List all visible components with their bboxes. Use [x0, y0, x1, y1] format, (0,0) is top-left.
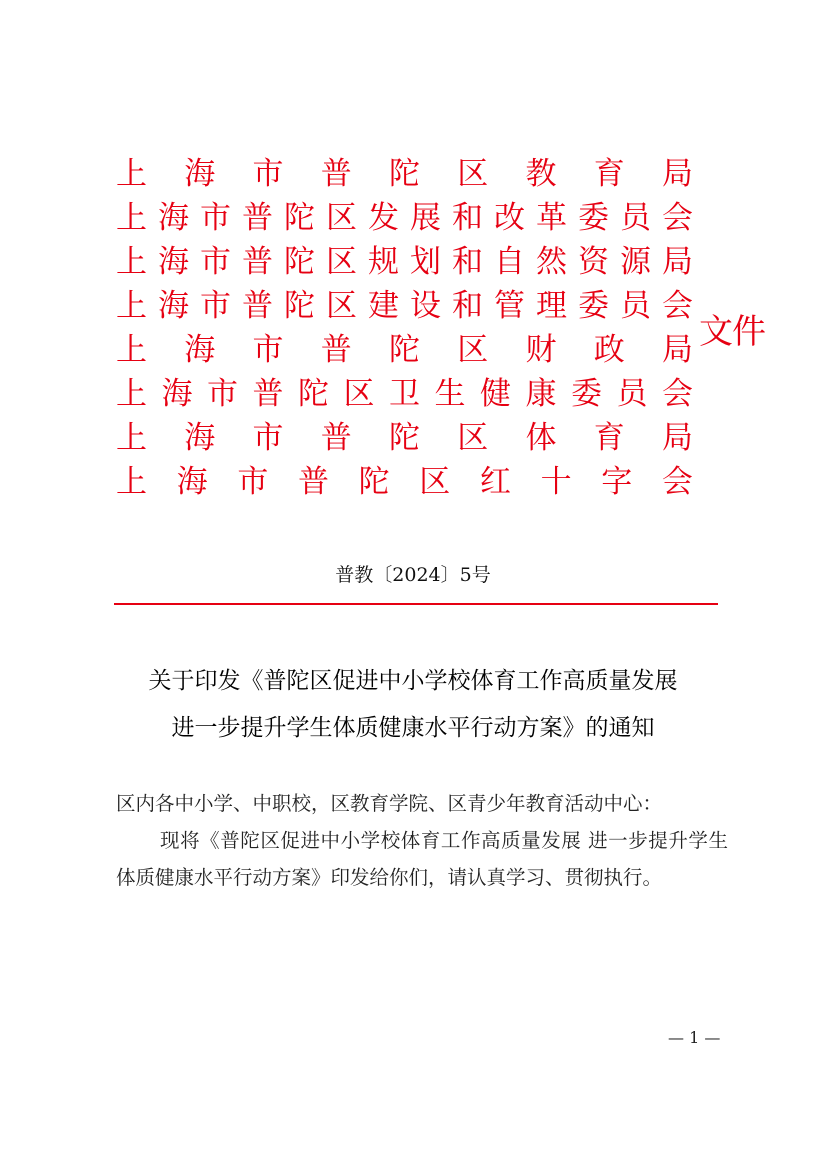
page-number: — 1 — — [668, 1028, 721, 1047]
document-title-line1: 关于印发《普陀区促进中小学校体育工作高质量发展 — [148, 668, 678, 694]
issuer-health-commission: 上 海 市 普 陀 区 卫 生 健 康 委 员 会 — [116, 376, 693, 412]
issuer-planning-resources-bureau: 上 海 市 普 陀 区 规 划 和 自 然 资 源 局 — [116, 244, 693, 280]
issuer-education-bureau: 上 海 市 普 陀 区 教 育 局 — [116, 156, 693, 192]
red-separator-line — [114, 603, 718, 605]
issuer-red-cross: 上 海 市 普 陀 区 红 十 字 会 — [116, 464, 693, 500]
document-title-line2: 进一步提升学生体质健康水平行动方案》的通知 — [171, 715, 655, 741]
document-number: 普教〔2024〕5号 — [335, 564, 491, 586]
issuer-construction-management-commission: 上 海 市 普 陀 区 建 设 和 管 理 委 员 会 — [116, 288, 693, 324]
issuer-sports-bureau: 上 海 市 普 陀 区 体 育 局 — [116, 420, 693, 456]
issuer-list — [116, 152, 693, 504]
issuer-finance-bureau: 上 海 市 普 陀 区 财 政 局 — [116, 332, 693, 368]
issuer-development-reform-commission: 上 海 市 普 陀 区 发 展 和 改 革 委 员 会 — [116, 200, 693, 236]
document-header-suffix: 文件 — [699, 312, 765, 352]
addressee: 区内各中小学、中职校，区教育学院、区青少年教育活动中心： — [116, 792, 663, 815]
body-paragraph: 现将《普陀区促进中小学校体育工作高质量发展 进一步提升学生体质健康水平行动方案》印发给你们，请认真学习、贯彻执行。 — [116, 829, 728, 889]
